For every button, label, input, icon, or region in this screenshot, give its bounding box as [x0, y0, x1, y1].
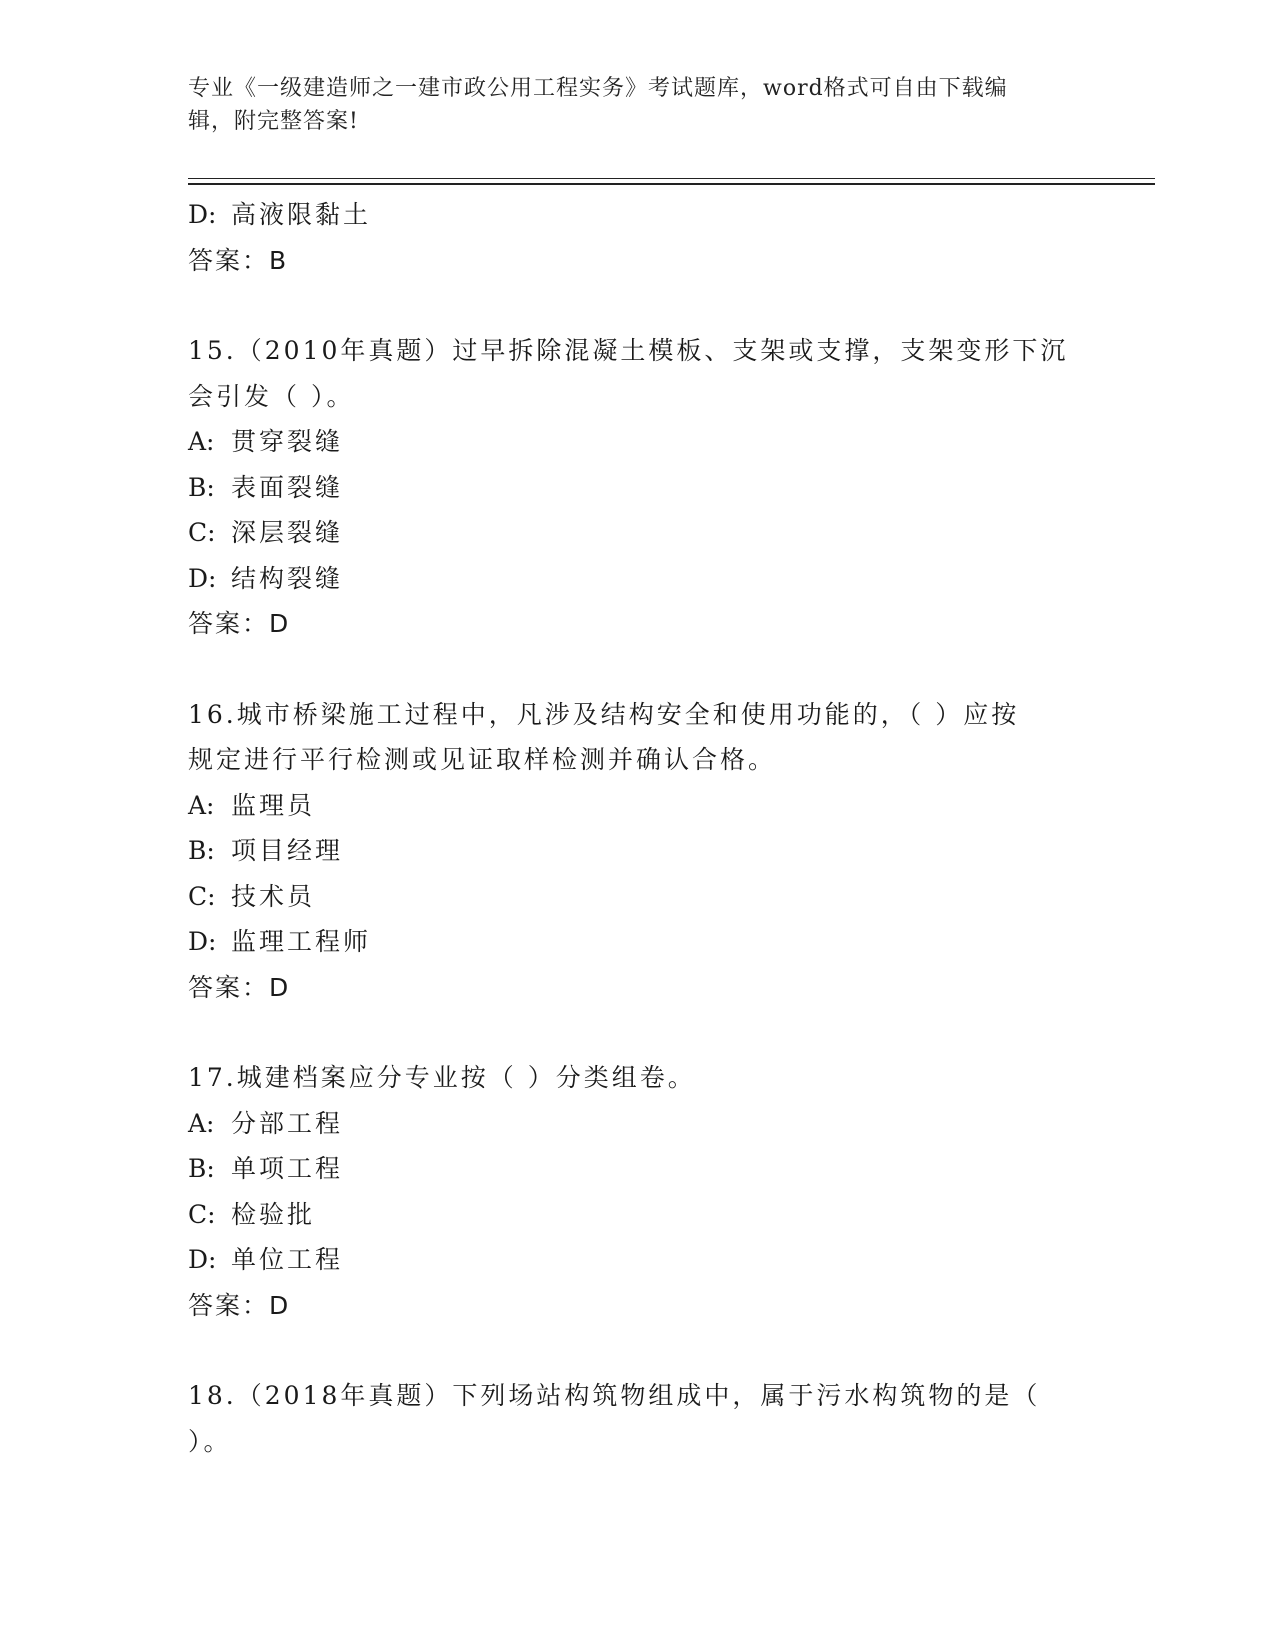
- option-letter: B:: [188, 1154, 215, 1183]
- option-d: [188, 1237, 1088, 1283]
- option-d: [188, 919, 1088, 965]
- option-letter: A:: [188, 1108, 215, 1138]
- option-text: 监理工程师: [231, 927, 372, 956]
- option-letter: B:: [188, 836, 215, 865]
- question-stem-line: 17.城建档案应分专业按（ ）分类组卷。: [188, 1063, 696, 1092]
- option-b: [188, 828, 1088, 874]
- document-body: [188, 192, 1088, 1464]
- option-letter: B:: [188, 472, 215, 502]
- question-stem: [188, 692, 1088, 783]
- option-a: [188, 783, 1088, 829]
- option-letter: D:: [188, 563, 217, 593]
- option-text: 项目经理: [231, 836, 344, 865]
- option-d: [188, 556, 1088, 602]
- question-17: [188, 1055, 1088, 1328]
- answer-value: D: [269, 609, 290, 638]
- option-text: 表面裂缝: [231, 472, 344, 502]
- question-16: [188, 692, 1088, 1011]
- option-letter: A:: [188, 427, 215, 456]
- question-stem-line: 18.（2018年真题）下列场站构筑物组成中，属于污水构筑物的是（: [188, 1381, 1041, 1410]
- option-letter: C:: [188, 518, 216, 547]
- answer-label: 答案：: [188, 1290, 270, 1320]
- option-text: 监理员: [231, 790, 316, 820]
- question-stem-line: 会引发（ ）。: [188, 381, 355, 411]
- option-letter: A:: [188, 790, 215, 820]
- question-stem: [188, 1373, 1088, 1464]
- option-letter: D:: [188, 200, 217, 229]
- question-stem-line: 15.（2010年真题）过早拆除混凝土模板、支架或支撑，支架变形下沉: [188, 336, 1069, 365]
- question-stem-line: ）。: [188, 1426, 232, 1456]
- answer-label: 答案：: [188, 972, 270, 1002]
- option-text: 贯穿裂缝: [231, 427, 344, 456]
- question-stem-line: 16.城市桥梁施工过程中，凡涉及结构安全和使用功能的，（ ）应按: [188, 699, 1020, 729]
- option-c: [188, 510, 1088, 556]
- answer-line: [188, 1283, 1088, 1329]
- option-text: 检验批: [231, 1199, 316, 1229]
- question-stem: [188, 1055, 1088, 1101]
- question-18: [188, 1373, 1088, 1464]
- option-text: 技术员: [231, 881, 316, 911]
- option-a: [188, 1101, 1088, 1147]
- answer-value: D: [269, 1290, 290, 1320]
- option-b: [188, 465, 1088, 511]
- option-letter: D:: [188, 1245, 217, 1274]
- answer-line: [188, 601, 1088, 647]
- option-letter: C:: [188, 1199, 216, 1229]
- option-text: 分部工程: [231, 1108, 344, 1138]
- option-text: 深层裂缝: [231, 518, 344, 547]
- option-c: [188, 874, 1088, 920]
- question-15: [188, 328, 1088, 647]
- answer-label: 答案：: [188, 609, 270, 638]
- option-letter: C:: [188, 881, 216, 911]
- option-text: 单位工程: [231, 1245, 344, 1274]
- answer-value: B: [269, 245, 288, 275]
- option-letter: D:: [188, 927, 217, 956]
- option-text: 单项工程: [231, 1154, 344, 1183]
- option-c: [188, 1192, 1088, 1238]
- header-divider-thin: [188, 178, 1155, 179]
- answer-label: 答案：: [188, 245, 270, 275]
- answer-value: D: [269, 972, 290, 1002]
- option-b: [188, 1146, 1088, 1192]
- answer-line: [188, 965, 1088, 1011]
- option-text: 结构裂缝: [231, 563, 344, 593]
- header-divider-thick: [188, 183, 1155, 185]
- header-line-1: 专业《一级建造师之一建市政公用工程实务》考试题库，word格式可自由下载编: [188, 76, 1008, 101]
- header-line-2: 辑，附完整答案!: [188, 109, 359, 134]
- question-stem-line: 规定进行平行检测或见证取样检测并确认合格。: [188, 745, 777, 774]
- answer-line: [188, 238, 1088, 284]
- previous-question-tail: [188, 192, 1088, 283]
- option-d: [188, 192, 1088, 238]
- document-header: [188, 72, 1088, 138]
- option-text: 高液限黏土: [231, 200, 372, 229]
- option-a: [188, 419, 1088, 465]
- question-stem: [188, 328, 1088, 419]
